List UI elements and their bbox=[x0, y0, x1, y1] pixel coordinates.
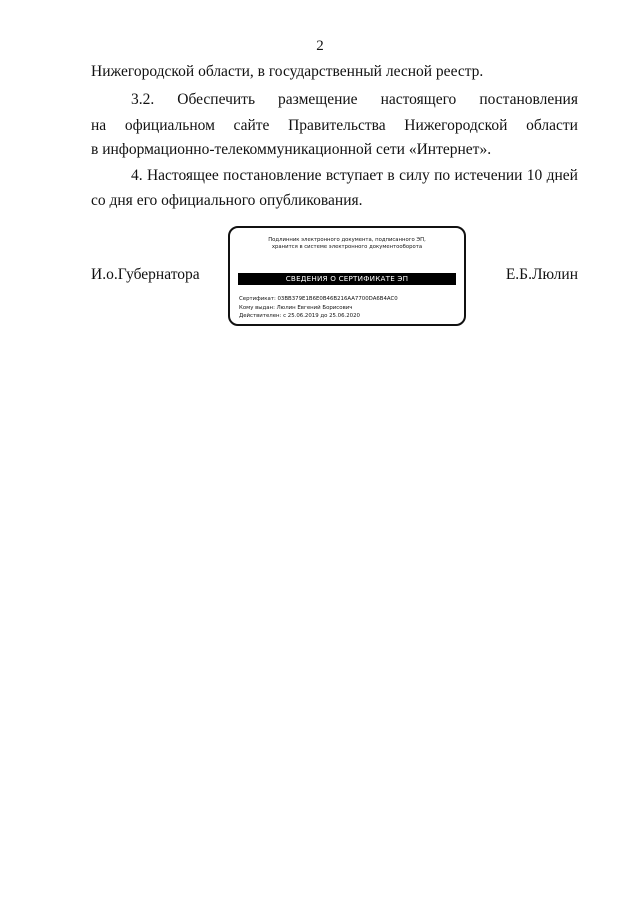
page-number: 2 bbox=[316, 38, 324, 54]
word: силу bbox=[399, 167, 430, 184]
issued-to-field bbox=[239, 305, 352, 312]
word: в bbox=[387, 167, 395, 184]
certificate-field bbox=[239, 296, 398, 303]
word: по bbox=[434, 167, 451, 184]
word: Нижегородской bbox=[404, 117, 508, 134]
word: 4. bbox=[131, 167, 143, 184]
word: Правительства bbox=[288, 117, 386, 134]
text-line-region: Нижегородской области, в государственный лесной реестр. bbox=[91, 63, 484, 80]
word: дней bbox=[546, 167, 578, 184]
certificate-label: Сертификат: bbox=[239, 296, 276, 302]
word: официальном bbox=[124, 117, 215, 134]
stamp-note bbox=[230, 237, 464, 251]
issued-to-value: Люлин Евгений Борисович bbox=[276, 305, 353, 311]
paragraph-3-2-line-2 bbox=[91, 116, 578, 136]
word: вступает bbox=[325, 167, 384, 184]
word: на bbox=[91, 117, 107, 134]
issued-to-label: Кому выдан: bbox=[239, 305, 275, 311]
word: 10 bbox=[526, 167, 543, 184]
validity-label: Действителен: bbox=[239, 313, 282, 319]
word: Настоящее bbox=[146, 167, 219, 184]
word: размещение bbox=[278, 91, 358, 108]
paragraph-4-line-1 bbox=[131, 166, 578, 186]
paragraph-4-line-2: со дня его официального опубликования. bbox=[91, 192, 363, 209]
paragraph-3-2-line-3: в информационно-телекоммуникационной сети «Интернет». bbox=[91, 141, 492, 158]
validity-field bbox=[239, 313, 360, 320]
word: Обеспечить bbox=[177, 91, 256, 108]
stamp-note-line: Подлинник электронного документа, подписанного ЭП, bbox=[268, 237, 426, 243]
signatory-name: Е.Б.Люлин bbox=[505, 266, 578, 283]
stamp-header: СВЕДЕНИЯ О СЕРТИФИКАТЕ ЭП bbox=[238, 273, 456, 285]
word: постановления bbox=[479, 91, 578, 108]
word: постановление bbox=[223, 167, 322, 184]
signatory-position: И.о.Губернатора bbox=[91, 266, 200, 283]
certificate-value: 03BB379E1B6E0B46B216AA7700DA6B4AC0 bbox=[277, 296, 398, 302]
word: истечении bbox=[454, 167, 523, 184]
e-signature-stamp bbox=[228, 226, 466, 326]
validity-value: с 25.06.2019 до 25.06.2020 bbox=[283, 313, 360, 319]
word: настоящего bbox=[380, 91, 457, 108]
paragraph-3-2-line-1 bbox=[131, 90, 578, 110]
word: сайте bbox=[233, 117, 270, 134]
word: 3.2. bbox=[131, 91, 155, 108]
stamp-note-line: хранится в системе электронного документооборота bbox=[271, 244, 423, 250]
word: области bbox=[526, 117, 578, 134]
